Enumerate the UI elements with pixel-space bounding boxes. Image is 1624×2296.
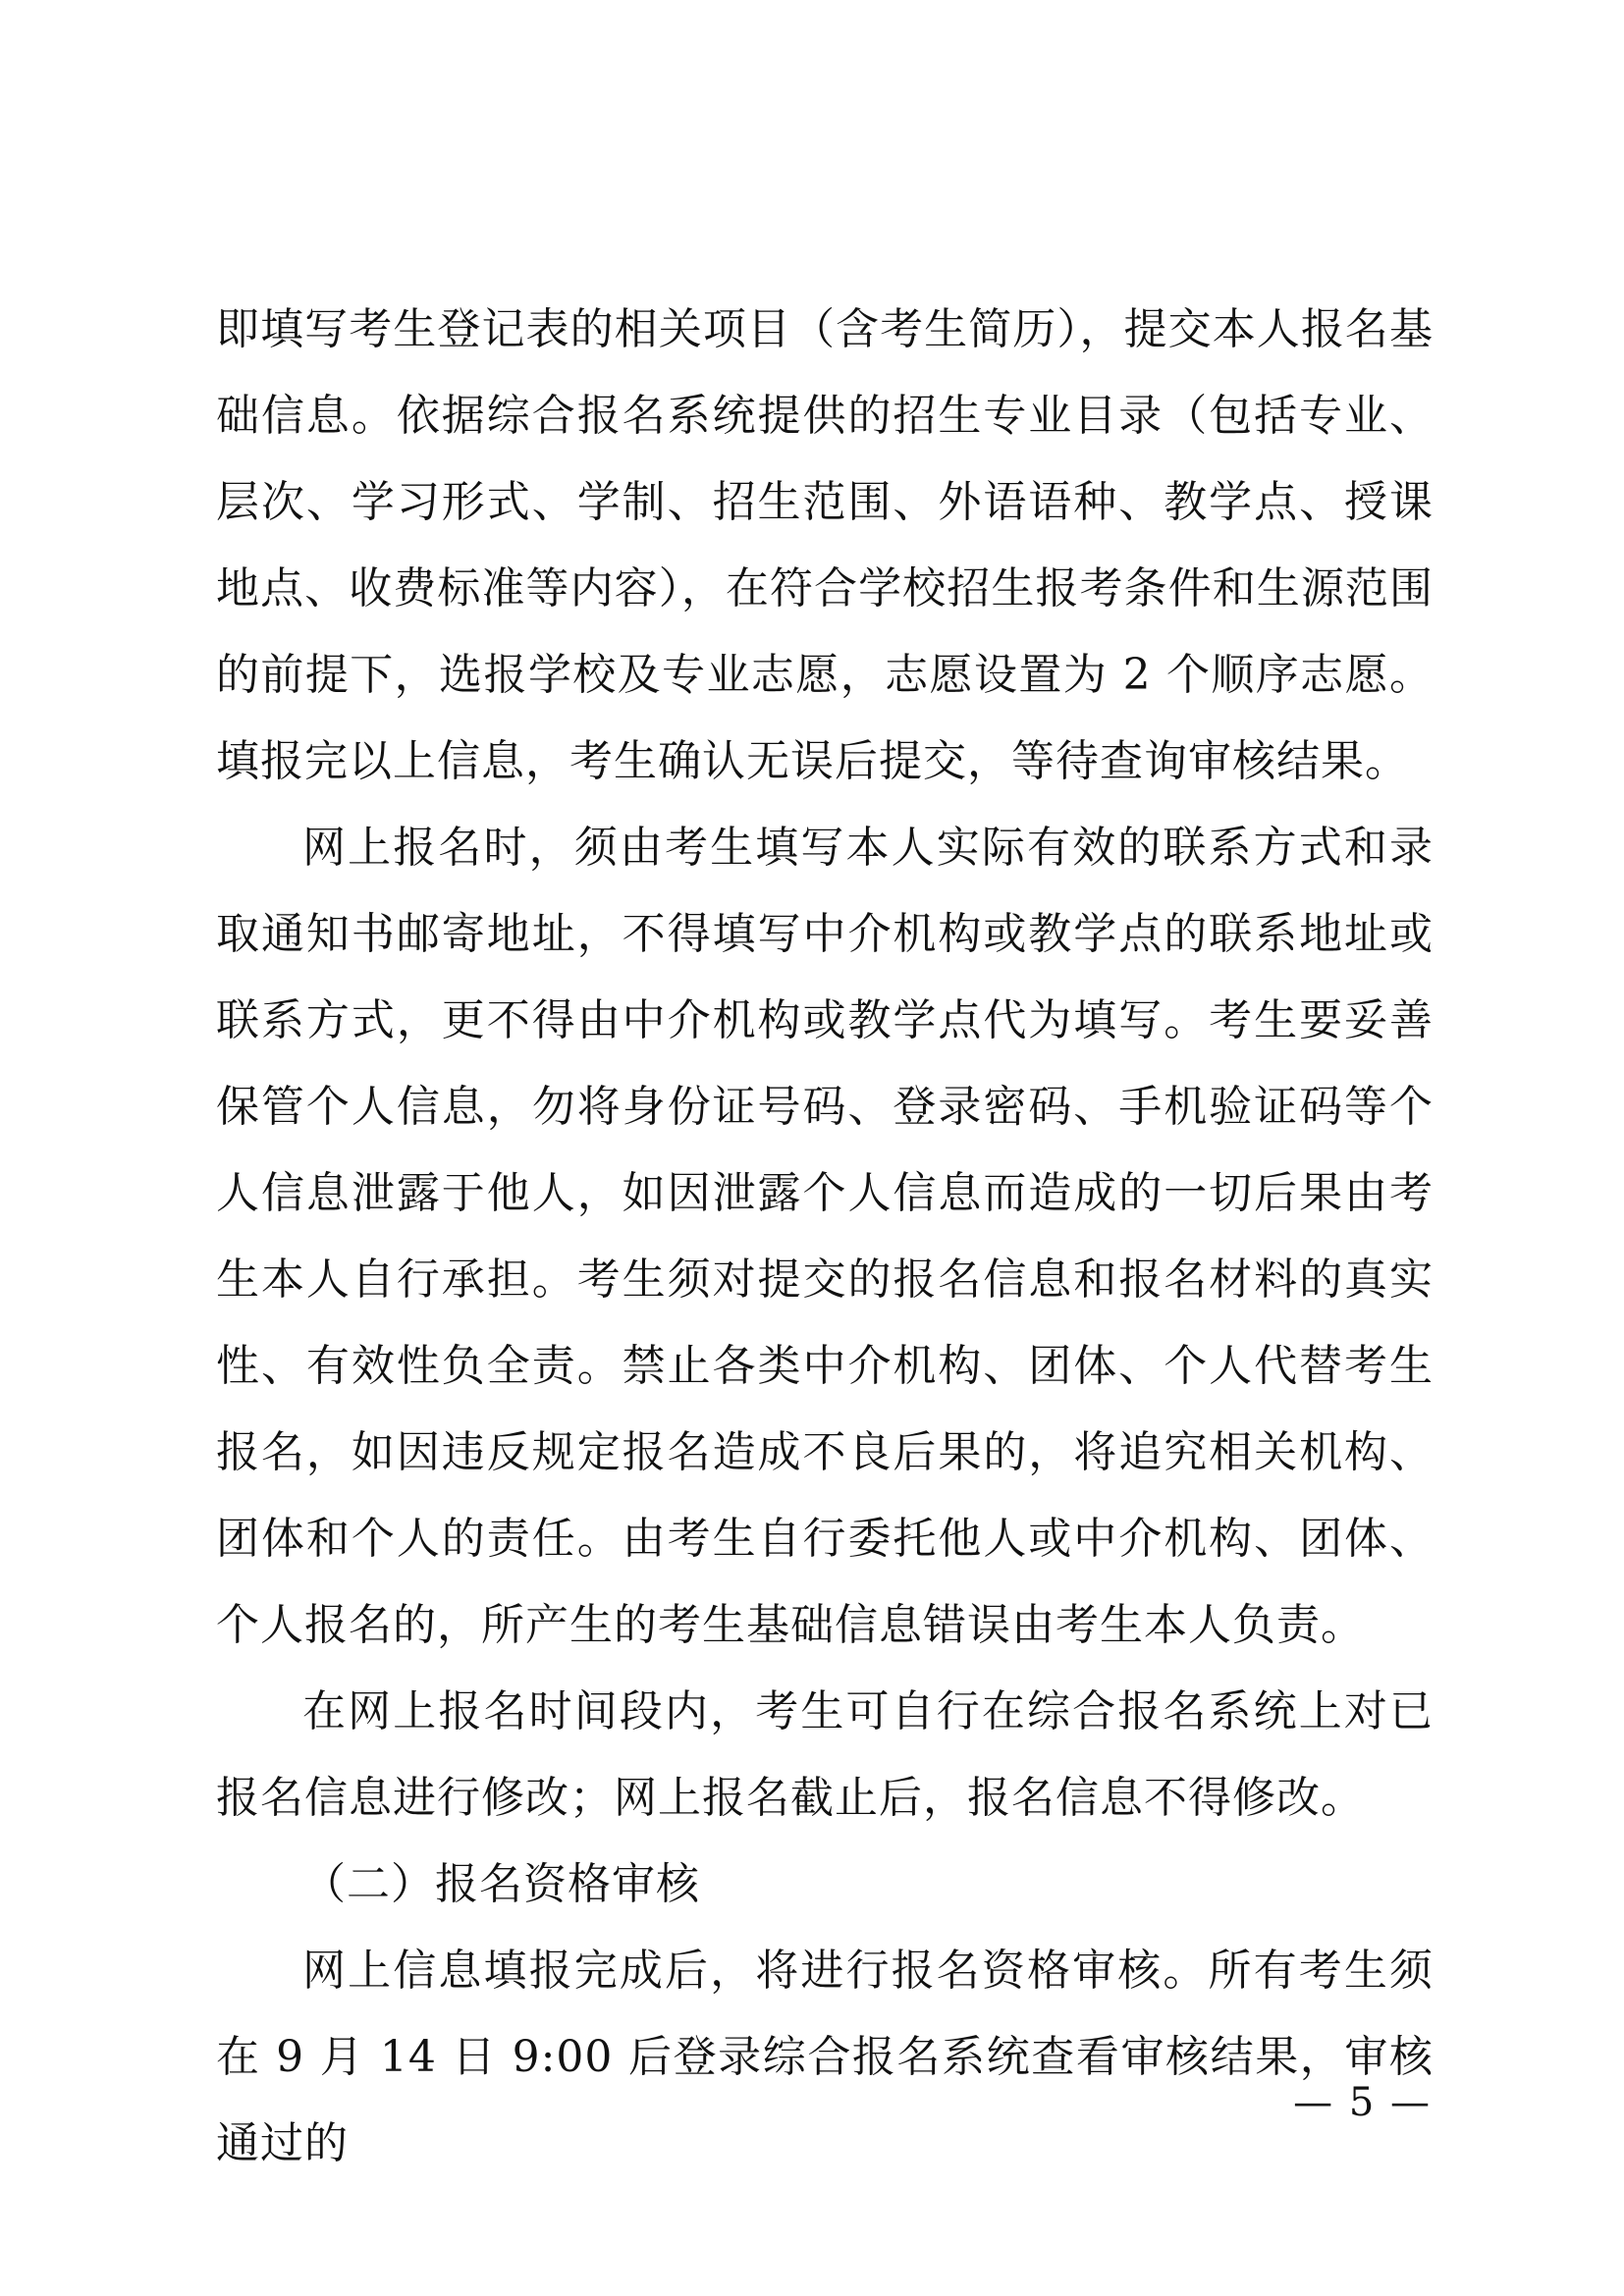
paragraph-qualification-review: 网上信息填报完成后，将进行报名资格审核。所有考生须在 9 月 14 日 9:00 后登录综合报名系统查看审核结果，审核通过的 <box>216 1946 1434 2168</box>
section-heading-qualification-review: （二）报名资格审核 <box>302 1859 700 1909</box>
paragraph-registration-info: 即填写考生登记表的相关项目（含考生简历），提交本人报名基础信息。依据综合报名系统提供的招生专业目录（包括专业、层次、学习形式、学制、招生范围、外语语种、教学点、授课地点、收费标准等内容），在符合学校招生报考条件和生源范围的前提下，选报学校及专业志愿，志愿设置为 2 个顺序志愿。填报完以上信息，考生确认无误后提交，等待查询审核结果。 <box>216 304 1434 786</box>
paragraph-online-registration-rules: 网上报名时，须由考生填写本人实际有效的联系方式和录取通知书邮寄地址，不得填写中介机构或教学点的联系地址或联系方式，更不得由中介机构或教学点代为填写。考生要妥善保管个人信息，勿将身份证号码、登录密码、手机验证码等个人信息泄露于他人，如因泄露个人信息而造成的一切后果由考生本人自行承担。考生须对提交的报名信息和报名材料的真实性、有效性负全责。禁止各类中介机构、团体、个人代替考生报名，如因违反规定报名造成不良后果的，将追究相关机构、团体和个人的责任。由考生自行委托他人或中介机构、团体、个人报名的，所产生的考生基础信息错误由考生本人负责。 <box>216 823 1434 1650</box>
paragraph-modification-policy: 在网上报名时间段内，考生可自行在综合报名系统上对已报名信息进行修改；网上报名截止后，报名信息不得修改。 <box>216 1686 1434 1823</box>
page-number: — 5 — <box>1293 2080 1432 2125</box>
document-body <box>216 287 1434 2187</box>
